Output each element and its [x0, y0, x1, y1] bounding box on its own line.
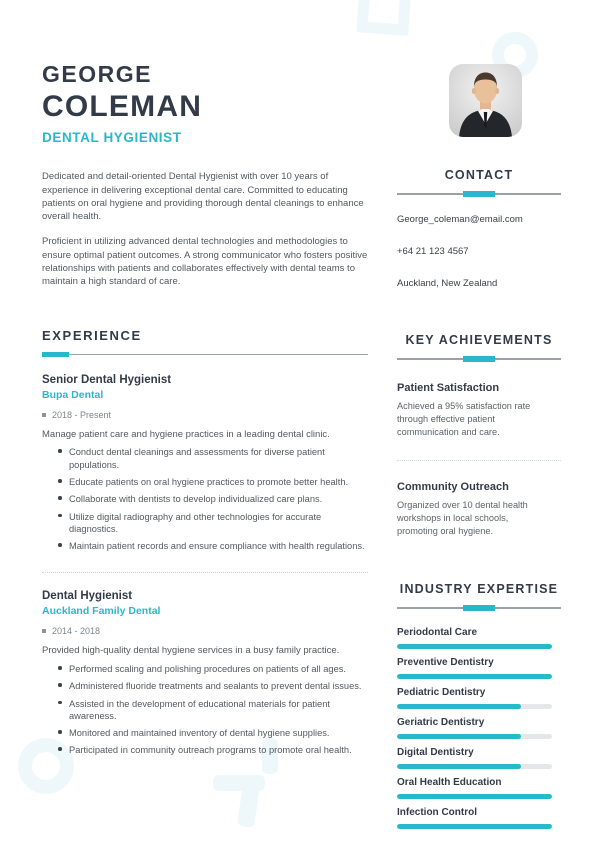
skill-bar — [397, 704, 552, 709]
bullet-dot-icon — [58, 479, 62, 483]
bullet-text: Maintain patient records and ensure compliance with health regulations. — [69, 541, 365, 552]
list-item — [42, 663, 368, 675]
list-item — [42, 493, 368, 505]
bullet-text: Conduct dental cleanings and assessments for diverse patient populations. — [69, 447, 325, 470]
bullet-text: Utilize digital radiography and other technologies for accurate diagnostics. — [69, 511, 322, 534]
bullet-dot-icon — [58, 747, 62, 751]
rule-accent — [463, 605, 495, 611]
date-square-icon — [42, 413, 46, 417]
profile-photo — [449, 64, 522, 137]
achievement-item-1 — [397, 382, 561, 439]
job-dates-1 — [42, 410, 368, 420]
expertise-rule — [397, 605, 561, 611]
skill-bar-fill — [397, 794, 552, 799]
skill-bar — [397, 794, 552, 799]
skill-name: Infection Control — [397, 807, 477, 819]
job-date-range-1: 2018 - Present — [52, 409, 112, 420]
name-block — [42, 62, 368, 145]
bullet-text: Assisted in the development of educational materials for patient awareness. — [69, 698, 330, 721]
bullet-dot-icon — [58, 514, 62, 518]
skill-bar — [397, 824, 552, 829]
list-item — [42, 511, 368, 536]
profile-photo-image — [449, 64, 522, 137]
skill-bar — [397, 644, 552, 649]
list-item — [42, 727, 368, 739]
skill-row-pediatric-dentistry — [397, 687, 561, 709]
skill-row-preventive-dentistry — [397, 657, 561, 679]
bullet-text: Participated in community outreach programs to promote oral health. — [69, 745, 352, 756]
date-square-icon — [42, 629, 46, 633]
bullet-text: Administered fluoride treatments and sealants to prevent dental issues. — [69, 681, 362, 692]
skill-bar — [397, 764, 552, 769]
bullet-text: Monitored and maintained inventory of dental hygiene supplies. — [69, 728, 330, 739]
skill-bar-fill — [397, 674, 552, 679]
experience-entry-2 — [42, 590, 368, 756]
contact-location: Auckland, New Zealand — [397, 278, 498, 289]
skill-row-periodontal-care — [397, 627, 561, 649]
contact-section — [397, 168, 561, 289]
skill-name: Geriatric Dentistry — [397, 717, 485, 729]
list-item — [42, 744, 368, 756]
experience-entry-1 — [42, 374, 368, 553]
skill-row-geriatric-dentistry — [397, 717, 561, 739]
achievement-item-2 — [397, 481, 561, 538]
skill-row-oral-health-education — [397, 777, 561, 799]
job-dates-2 — [42, 626, 368, 636]
achievements-divider — [397, 460, 561, 461]
profile-summary — [42, 170, 368, 288]
skill-bar — [397, 674, 552, 679]
summary-paragraph-1: Dedicated and detail-oriented Dental Hygienist with over 10 years of experience in delivering exceptional dental care. Committed to educating patients on oral hygiene and providing thorough dental cleanings to enhance overall health. — [42, 171, 364, 223]
skill-bar-fill — [397, 824, 552, 829]
skill-bar-fill — [397, 734, 521, 739]
achievement-title-1: Patient Satisfaction — [397, 382, 500, 394]
bullet-text: Educate patients on oral hygiene practices to promote better health. — [69, 477, 349, 488]
skill-row-infection-control — [397, 807, 561, 829]
contact-email: George_coleman@email.com — [397, 214, 523, 225]
bullet-dot-icon — [58, 683, 62, 687]
achievement-text-2: Organized over 10 dental health workshops in local schools, promoting oral hygiene. — [397, 500, 528, 537]
skill-name: Digital Dentistry — [397, 747, 474, 759]
job-title: DENTAL HYGIENIST — [42, 130, 182, 146]
contact-phone: +64 21 123 4567 — [397, 246, 469, 257]
sidebar — [397, 64, 561, 837]
job-bullet-list-1 — [42, 446, 368, 552]
experience-rule — [42, 352, 368, 357]
rule-line — [42, 354, 368, 355]
achievements-heading: KEY ACHIEVEMENTS — [405, 333, 553, 347]
last-name: COLEMAN — [42, 90, 203, 124]
main-column — [42, 62, 368, 757]
bullet-dot-icon — [58, 730, 62, 734]
skill-name: Preventive Dentistry — [397, 657, 494, 669]
decor-square-top — [356, 0, 412, 36]
job-bullet-list-2 — [42, 663, 368, 757]
achievement-text-1: Achieved a 95% satisfaction rate through effective patient communication and care. — [397, 401, 531, 438]
experience-heading: EXPERIENCE — [42, 327, 142, 343]
achievements-rule — [397, 356, 561, 362]
skill-name: Periodontal Care — [397, 627, 478, 639]
bullet-dot-icon — [58, 666, 62, 670]
list-item — [42, 476, 368, 488]
job-company-1: Bupa Dental — [42, 388, 104, 401]
list-item — [42, 540, 368, 552]
job-summary-2: Provided high-quality dental hygiene services in a busy family practice. — [42, 645, 340, 657]
contact-rule — [397, 191, 561, 197]
skill-name: Oral Health Education — [397, 777, 502, 789]
summary-paragraph-2: Proficient in utilizing advanced dental technologies and methodologies to ensure optimal patient outcomes. A strong communicator who fosters positive relationships with patients and collaborates effectively with dental teams to maintain a high standard of care. — [42, 236, 368, 288]
contact-heading: CONTACT — [444, 168, 514, 182]
expertise-section — [397, 582, 561, 829]
first-name: GEORGE — [42, 61, 152, 87]
skill-bar — [397, 734, 552, 739]
skill-row-digital-dentistry — [397, 747, 561, 769]
job-company-2: Auckland Family Dental — [42, 605, 161, 618]
job-date-range-2: 2014 - 2018 — [52, 626, 101, 637]
skill-name: Pediatric Dentistry — [397, 687, 486, 699]
job-title-1: Senior Dental Hygienist — [42, 373, 172, 386]
rule-accent — [42, 352, 69, 357]
list-item — [42, 698, 368, 723]
bullet-dot-icon — [58, 449, 62, 453]
achievements-section — [397, 333, 561, 538]
bullet-dot-icon — [58, 543, 62, 547]
expertise-heading: INDUSTRY EXPERTISE — [399, 582, 559, 597]
list-item — [42, 680, 368, 692]
bullet-dot-icon — [58, 701, 62, 705]
contact-list — [397, 214, 561, 289]
skill-bar-fill — [397, 644, 552, 649]
rule-accent — [463, 356, 495, 362]
bullet-text: Collaborate with dentists to develop individualized care plans. — [69, 494, 323, 505]
job-summary-1: Manage patient care and hygiene practices in a leading dental clinic. — [42, 428, 330, 440]
skill-list — [397, 627, 561, 829]
skill-bar-fill — [397, 704, 521, 709]
bullet-dot-icon — [58, 496, 62, 500]
list-item — [42, 446, 368, 471]
achievement-title-2: Community Outreach — [397, 481, 509, 494]
bullet-text: Performed scaling and polishing procedures on patients of all ages. — [69, 664, 347, 675]
job-title-2: Dental Hygienist — [42, 590, 133, 603]
experience-divider — [42, 572, 368, 573]
rule-accent — [463, 191, 495, 197]
experience-section — [42, 328, 368, 757]
skill-bar-fill — [397, 764, 521, 769]
